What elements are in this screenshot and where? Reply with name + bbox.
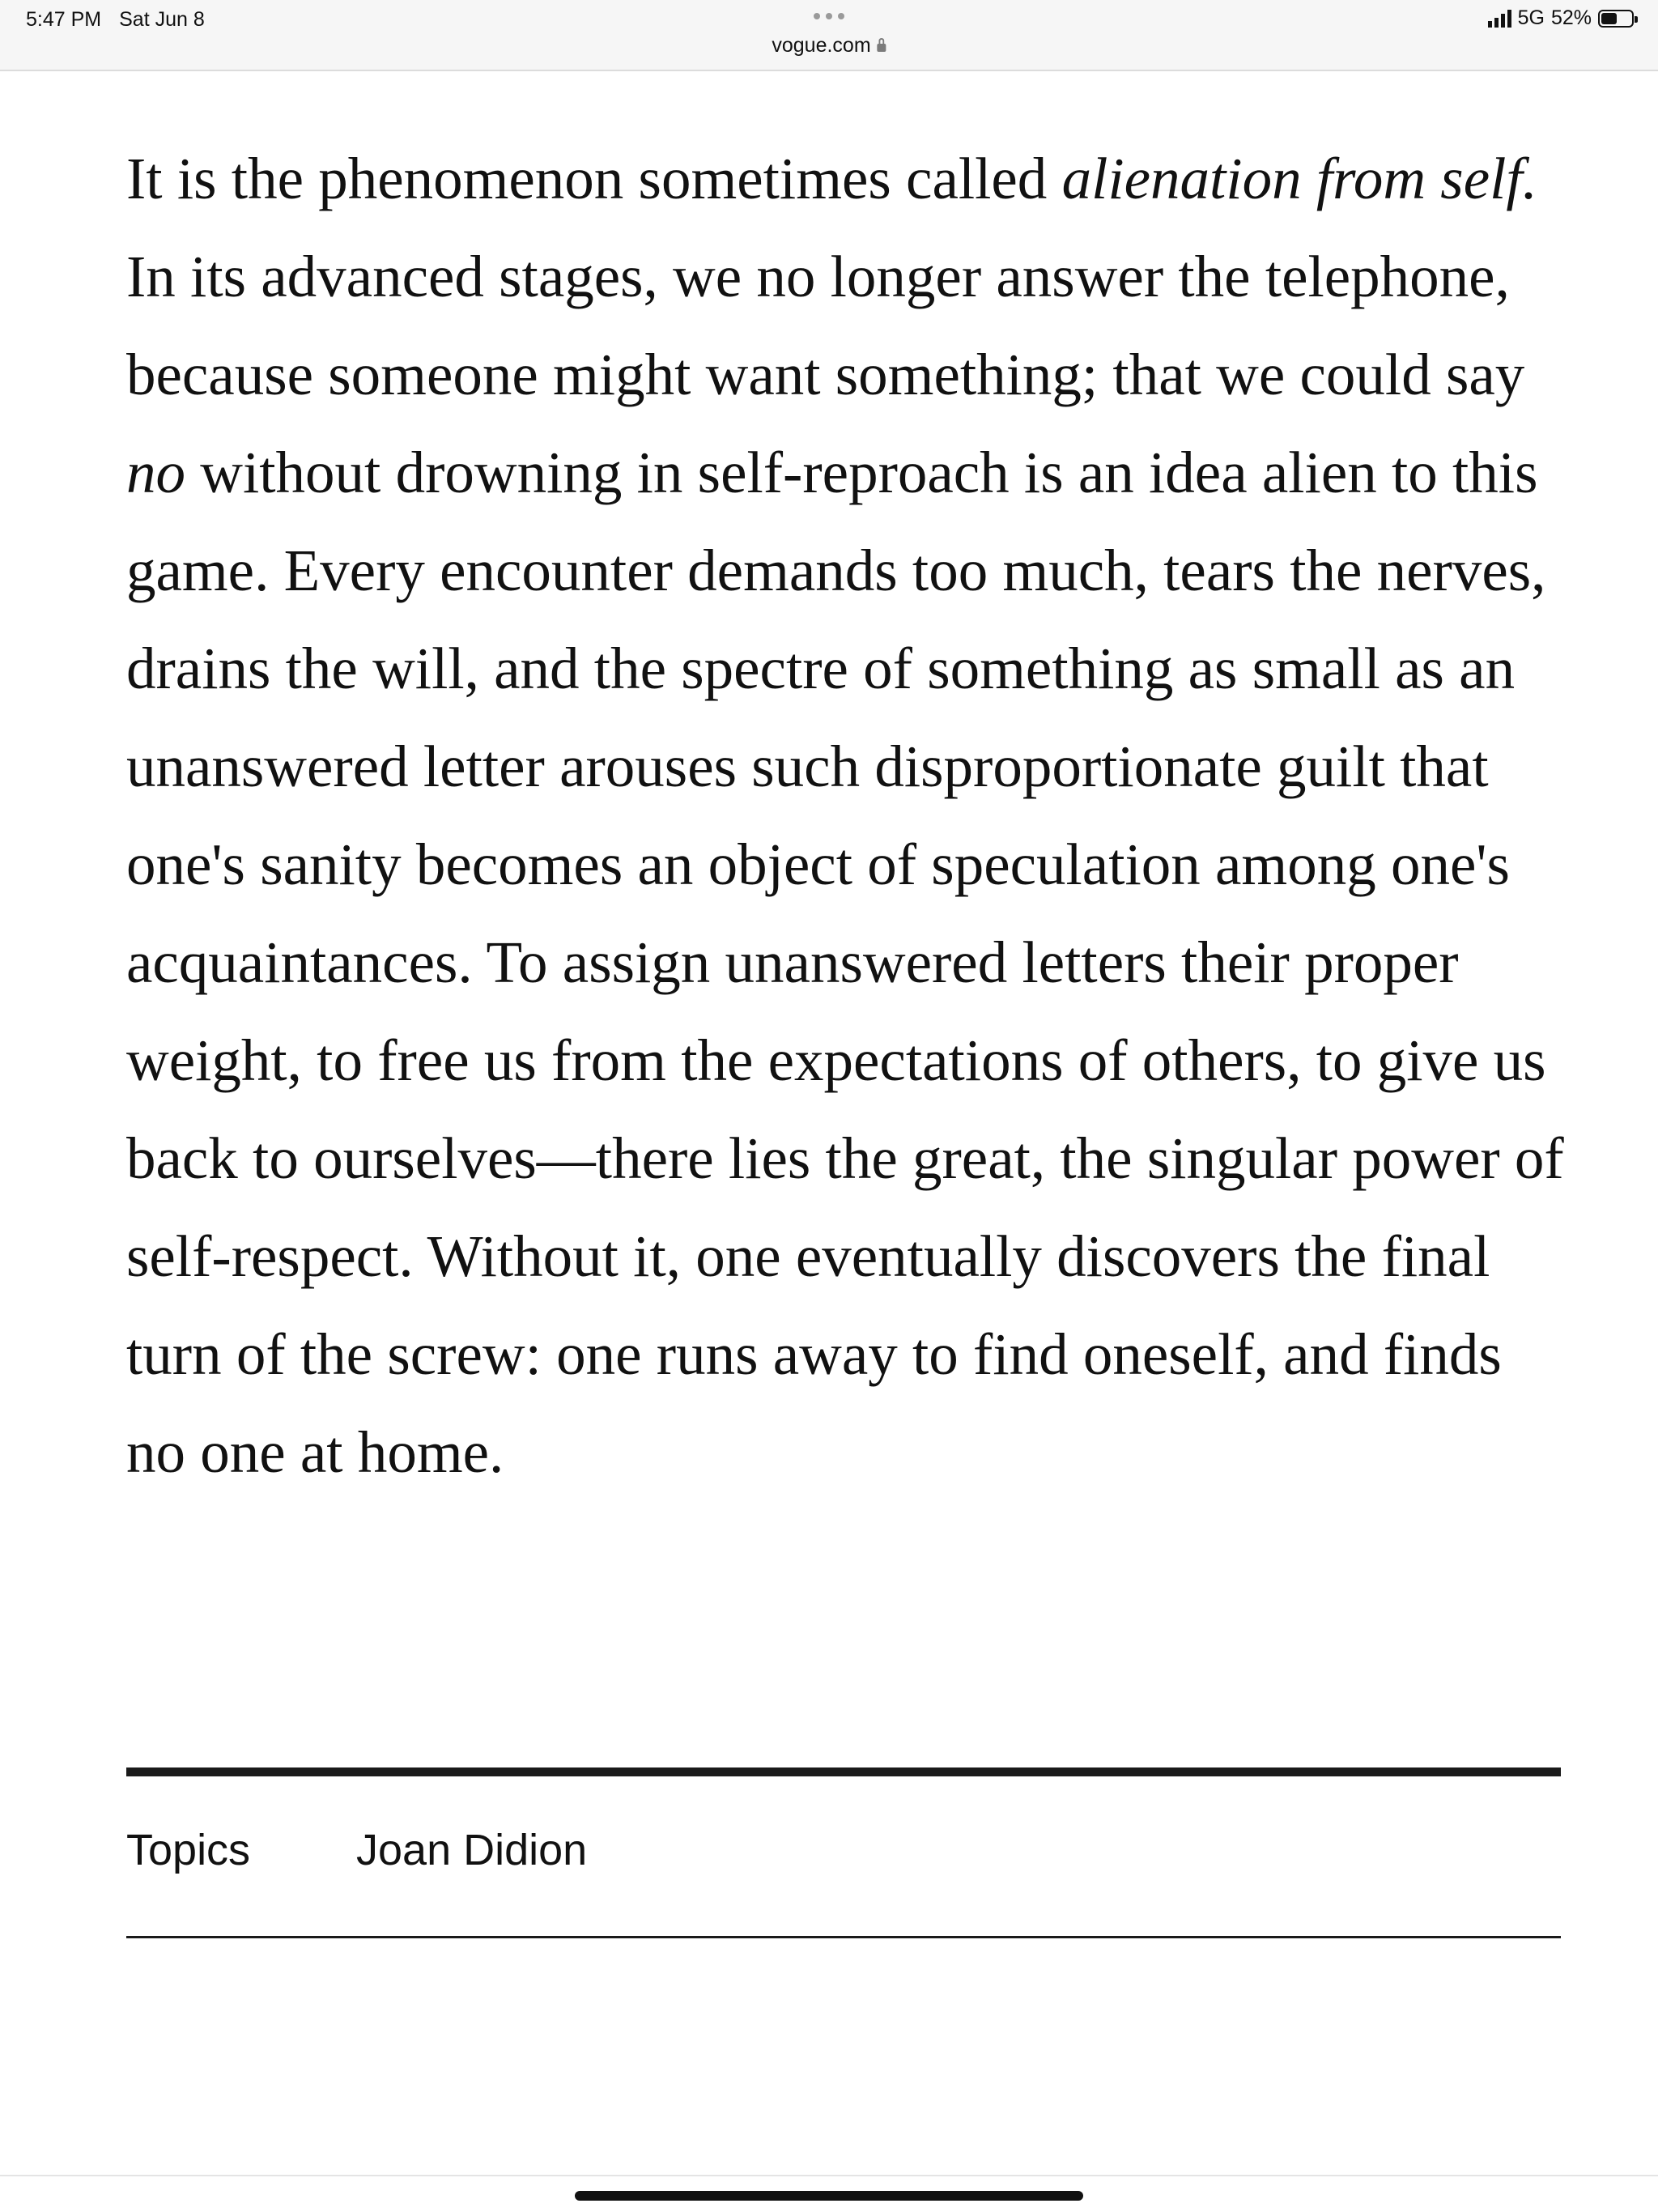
address-bar[interactable] bbox=[772, 34, 886, 57]
battery-fill bbox=[1601, 13, 1617, 24]
cellular-signal-icon bbox=[1488, 10, 1511, 28]
paragraph-text-2: In its advanced stages, we no longer answer the telephone, because someone might want something; that we could say bbox=[126, 244, 1525, 407]
paragraph-emphasis-2: no bbox=[126, 440, 185, 505]
status-date: Sat Jun 8 bbox=[119, 8, 205, 31]
topic-link-joan-didion[interactable]: Joan Didion bbox=[356, 1826, 588, 1874]
article-paragraph bbox=[126, 130, 1567, 1501]
battery-percent: 52% bbox=[1550, 6, 1592, 29]
paragraph-emphasis-1: alienation from self. bbox=[1061, 146, 1537, 211]
status-left bbox=[26, 8, 205, 32]
network-type: 5G bbox=[1517, 6, 1545, 29]
topics-section bbox=[126, 1825, 587, 1875]
battery-icon bbox=[1598, 10, 1634, 28]
tab-options-icon[interactable] bbox=[814, 13, 844, 19]
article-body bbox=[126, 130, 1567, 1501]
status-right bbox=[1488, 6, 1634, 30]
topics-top-divider bbox=[126, 1767, 1561, 1776]
paragraph-text-3: without drowning in self-reproach is an idea alien to this game. Every encounter demands too much, tears the nerves, drains the will, and the spectre of something as small as an unanswered letter arouses such disproportionate guilt that one's sanity becomes an object of speculation among one's acquaintances. To assign unanswered letters their proper weight, to free us from the expectations of others, to give us back to ourselves—there lies the great, the singular power of self-respect. Without it, one eventually discovers the final turn of the screw: one runs away to find oneself, and finds no one at home. bbox=[126, 440, 1564, 1485]
bottom-divider bbox=[0, 2175, 1658, 2176]
status-time: 5:47 PM bbox=[26, 8, 102, 31]
topics-label: Topics bbox=[126, 1826, 251, 1874]
home-indicator[interactable] bbox=[575, 2191, 1083, 2201]
paragraph-text-1: It is the phenomenon sometimes called bbox=[126, 146, 1062, 211]
status-and-address-bar bbox=[0, 0, 1658, 71]
url-text: vogue.com bbox=[772, 34, 871, 57]
topics-bottom-divider bbox=[126, 1936, 1561, 1938]
lock-icon bbox=[878, 44, 886, 52]
